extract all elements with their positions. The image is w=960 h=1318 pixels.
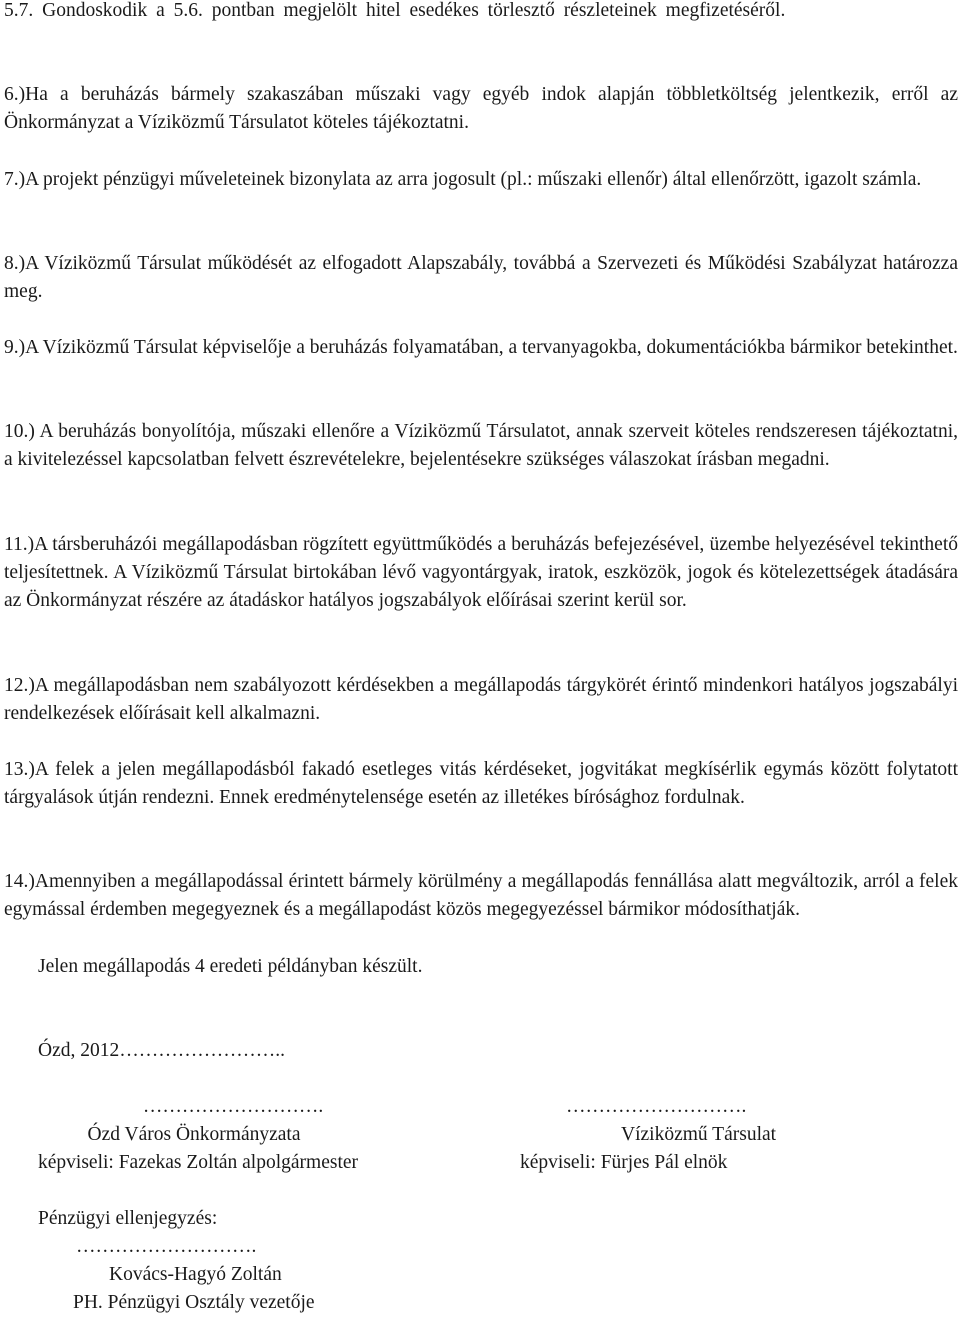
- paragraph-6: 6.)Ha a beruházás bármely szakaszában műszaki vagy egyéb indok alapján többletköltség jelentkezik, erről az Önkormányzat a Víziközmű Társulatot köteles tájékoztatni.: [4, 84, 958, 133]
- paragraph-5-7: 5.7. Gondoskodik a 5.6. pontban megjelölt hitel esedékes törlesztő részleteinek megfizetéséről.: [4, 0, 786, 21]
- signature-line-left: ……………………….: [142, 1096, 324, 1117]
- signatory-org-left: Ózd Város Önkormányzata: [87, 1124, 301, 1145]
- place-date: Ózd, 2012……………………..: [38, 1040, 285, 1061]
- paragraph-13: 13.)A felek a jelen megállapodásból fakadó esetleges vitás kérdéseket, jogvitákat megkísérlik egymás között folytatott tárgyalások útján rendezni. Ennek eredménytelensége esetén az illetékes bírósághoz fordulnak.: [4, 759, 958, 808]
- finance-name: Kovács-Hagyó Zoltán: [109, 1264, 282, 1285]
- paragraph-7: 7.)A projekt pénzügyi műveleteinek bizonylata az arra jogosult (pl.: műszaki ellenőr) által ellenőrzött, igazolt számla.: [4, 169, 922, 190]
- copies-statement: Jelen megállapodás 4 eredeti példányban készült.: [38, 956, 423, 977]
- signatory-org-right: Víziközmű Társulat: [621, 1124, 777, 1145]
- paragraph-9: 9.)A Víziközmű Társulat képviselője a beruházás folyamatában, a tervanyagokba, dokumentációkba bármikor betekinthet.: [4, 337, 958, 358]
- signature-line-right: ……………………….: [566, 1096, 747, 1117]
- paragraph-14: 14.)Amennyiben a megállapodással érintett bármely körülmény a megállapodás fennállása alatt megváltozik, arról a felek egymással érdemben megegyeznek és a megállapodást közös megegyezéssel bármikor módosíthatják.: [4, 871, 958, 920]
- finance-label: Pénzügyi ellenjegyzés:: [38, 1208, 218, 1229]
- signatory-rep-right: képviseli: Fürjes Pál elnök: [520, 1152, 728, 1173]
- signatory-rep-left: képviseli: Fazekas Zoltán alpolgármester: [38, 1152, 359, 1173]
- paragraph-11: 11.)A társberuházói megállapodásban rögzített együttműködés a beruházás befejezésével, üzembe helyezésével tekinthető teljesítettnek. A Víziközmű Társulat birtokában lévő vagyontárgyak, iratok, eszközök, jogok és kötelezettségek átadására az Önkormányzat részére az átadáskor hatályos jogszabályok előírásai szerint kerül sor.: [4, 534, 958, 611]
- paragraph-8: 8.)A Víziközmű Társulat működését az elfogadott Alapszabály, továbbá a Szervezeti és Működési Szabályzat határozza meg.: [4, 253, 958, 302]
- finance-signature-line: ……………………….: [76, 1236, 257, 1257]
- finance-title: PH. Pénzügyi Osztály vezetője: [73, 1292, 315, 1313]
- paragraph-10: 10.) A beruházás bonyolítója, műszaki ellenőre a Víziközmű Társulatot, annak szerveit köteles rendszeresen tájékoztatni, a kivitelezéssel kapcsolatban felvett észrevételekre, bejelentésekre szükséges válaszokat írásban megadni.: [4, 421, 958, 470]
- paragraph-12: 12.)A megállapodásban nem szabályozott kérdésekben a megállapodás tárgykörét érintő mindenkori hatályos jogszabályi rendelkezések előírásait kell alkalmazni.: [4, 675, 958, 724]
